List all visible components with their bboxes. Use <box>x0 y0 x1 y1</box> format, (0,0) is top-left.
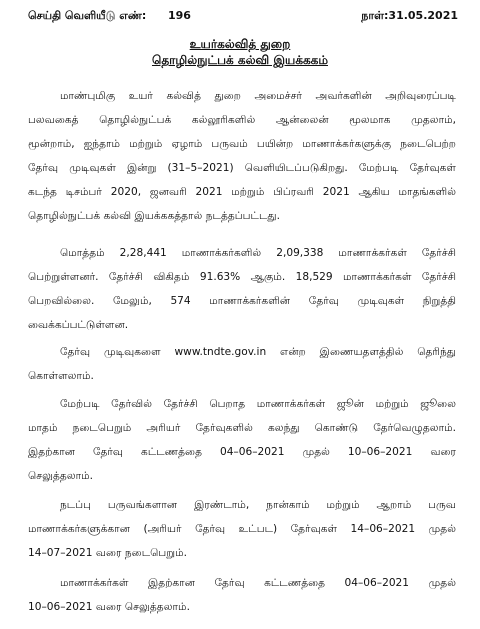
paragraph-line: இதற்கான தேர்வு கட்டணத்தை 04–06–2021 முதல் 10–06–2021 வரை <box>28 446 456 458</box>
paragraph-line: கொள்ளலாம். <box>28 370 94 382</box>
paragraph-line: மாண்புமிகு உயர் கல்வித் துறை அமைச்சர் அவர்களின் அறிவுரைப்படி <box>60 90 456 102</box>
press-release-number: 196 <box>168 9 191 22</box>
directorate-title: தொழில்நுட்பக் கல்வி இயக்ககம் <box>151 53 328 67</box>
paragraph-line: மொத்தம் 2,28,441 மாணாக்கர்களில் 2,09,338 மாணாக்கர்கள் தேர்ச்சி <box>60 247 456 259</box>
paragraph-line: பெறவில்லை. மேலும், 574 மாணாக்கர்களின் தேர்வு முடிவுகள் நிறுத்தி <box>28 295 456 307</box>
paragraph-line: தேர்வு முடிவுகள் இன்று (31–5–2021) வெளியிடப்படுகிறது. மேற்படி தேர்வுகள் <box>28 162 456 174</box>
paragraph-line: நடப்பு பருவங்களான இரண்டாம், நான்காம் மற்றும் ஆறாம் பருவ <box>60 499 456 511</box>
department-title: உயர்கல்வித் துறை <box>189 37 291 51</box>
paragraph-line: செலுத்தலாம். <box>28 470 94 482</box>
paragraph-line: மாதம் நடைபெறும் அரியர் தேர்வுகளில் கலந்து கொண்டு தேர்வெழுதலாம். <box>28 422 456 434</box>
press-release-number-label: செய்தி வெளியீடு எண்: <box>28 9 147 22</box>
paragraph-line: மேற்படி தேர்வில் தேர்ச்சி பெறாத மாணாக்கர்கள் ஜூன் மற்றும் ஜூலை <box>60 398 456 410</box>
paragraph-line: மூன்றாம், ஐந்தாம் மற்றும் ஏழாம் பருவம் பயின்ற மாணாக்கர்களுக்கு நடைபெற்ற <box>28 138 456 150</box>
paragraph-line: 10–06–2021 வரை செலுத்தலாம். <box>28 601 190 613</box>
paragraph-line: வைக்கப்பட்டுள்ளன. <box>28 319 129 331</box>
paragraph-line: 14–07–2021 வரை நடைபெறும். <box>28 547 188 559</box>
paragraph-line: பெற்றுள்ளனர். தேர்ச்சி விகிதம் 91.63% ஆகும். 18,529 மாணாக்கர்கள் தேர்ச்சி <box>28 271 456 283</box>
paragraph-line: தேர்வு முடிவுகளை www.tndte.gov.in என்ற இணையதளத்தில் தெரிந்து <box>60 346 456 358</box>
paragraph-line: மாணாக்கர்களுக்கான (அரியர் தேர்வு உட்பட) தேர்வுகள் 14–06–2021 முதல் <box>28 523 456 535</box>
paragraph-line: மாணாக்கர்கள் இதற்கான தேர்வு கட்டணத்தை 04–06–2021 முதல் <box>60 577 456 589</box>
paragraph-line: பலவகைத் தொழில்நுட்பக் கல்லூரிகளில் ஆன்லைன் மூலமாக முதலாம், <box>28 114 456 126</box>
paragraph-line: தொழில்நுட்பக் கல்வி இயக்ககத்தால் நடத்தப்பட்டது. <box>28 210 280 222</box>
paragraph-line: கடந்த டிசம்பர் 2020, ஜனவரி 2021 மற்றும் பிப்ரவரி 2021 ஆகிய மாதங்களில் <box>28 186 456 198</box>
release-date: நாள்:31.05.2021 <box>361 9 458 22</box>
